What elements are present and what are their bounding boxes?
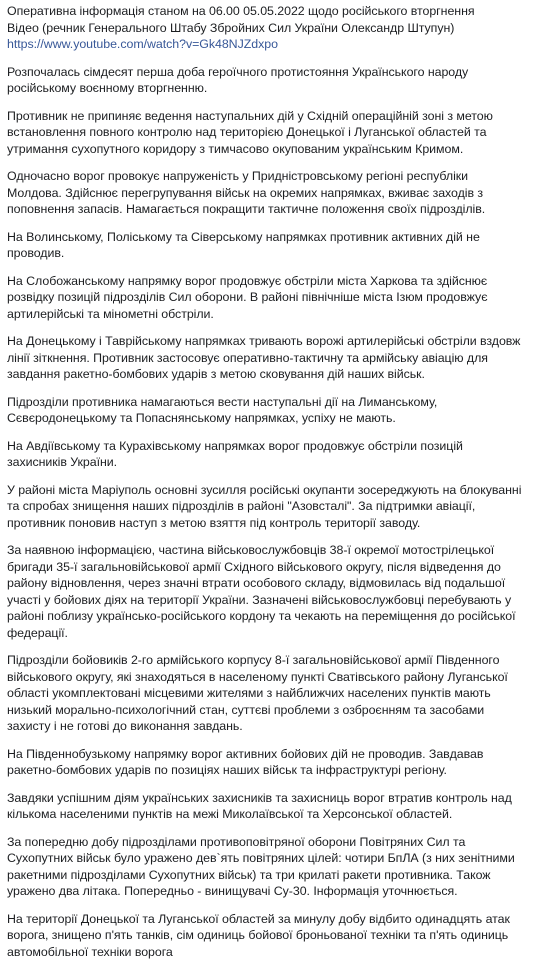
video-caption: Відео (речник Генерального Штабу Збройних Сил України Олександр Штупун) <box>7 21 454 35</box>
paragraph: На Авдіївському та Курахівському напрямках ворог продовжує обстріли позицій захисників України. <box>7 438 526 471</box>
post-header <box>7 3 526 53</box>
paragraph: На Південнобузькому напрямку ворог активних бойових дій не проводив. Завдавав ракетно-бомбових ударів по позиціях наших військ та інфраструктурі регіону. <box>7 746 526 779</box>
paragraph: Підрозділи бойовиків 2-го армійського корпусу 8-ї загальновійськової армії Південного військового округу, які знаходяться в населеному пункті Сватівського району Луганської області укомплектовані місцевими жителями з найближчих населених пунктів мають низький морально-психологічний стан, суттєві проблеми з озброєнням та засобами захисту і не готові до виконання завдань. <box>7 652 526 735</box>
paragraph: У районі міста Маріуполь основні зусилля російські окупанти зосереджують на блокуванні та спробах знищення наших підрозділів в районі "Азовсталі". За підтримки авіації, противник поновив наступ з метою взяття під контроль території заводу. <box>7 482 526 532</box>
paragraph: За наявною інформацією, частина військовослужбовців 38-ї окремої мотострілецької бригади 35-ї загальновійськової армії Східного військового округу, після відведення до району відновлення, через значні втрати особового складу, відмовилась від подальшої участі у бойових діях на території України. Зазначені військовослужбовці перебувають у районі поблизу українсько-російського кордону та чекають на переміщення до російської федерації. <box>7 542 526 641</box>
paragraph: Одночасно ворог провокує напруженість у Придністровському регіоні республіки Молдова. Здійснює перегрупування військ на окремих напрямках, вживає заходів з поповнення запасів. Намагається покращити тактичне положення своїх підрозділів. <box>7 168 526 218</box>
paragraph: На Волинському, Поліському та Сіверському напрямках противник активних дій не проводив. <box>7 229 526 262</box>
paragraph: На території Донецької та Луганської областей за минулу добу відбито одинадцять атак ворога, знищено п'ять танків, сім одиниць бойової броньованої техніки та п'ять одиниць автомобільної техніки ворога <box>7 911 526 960</box>
video-link[interactable]: https://www.youtube.com/watch?v=Gk48NJZdxpo <box>7 37 278 51</box>
paragraph: Завдяки успішним діям українських захисників та захисниць ворог втратив контроль над кількома населеними пунктів на межі Миколаївської та Херсонської областей. <box>7 790 526 823</box>
paragraph: Противник не припиняє ведення наступальних дій у Східній операційній зоні з метою встановлення повного контролю над територією Донецької і Луганської областей та утримання сухопутного коридору з тимчасово окупованим українським Кримом. <box>7 108 526 158</box>
post-title: Оперативна інформація станом на 06.00 05.05.2022 щодо російського вторгнення <box>7 4 475 18</box>
paragraph: На Слобожанському напрямку ворог продовжує обстріли міста Харкова та здійснює розвідку позицій підрозділів Сил оборони. В районі північніше міста Ізюм продовжує артилерійські та мінометні обстріли. <box>7 273 526 323</box>
paragraph: Підрозділи противника намагаються вести наступальні дії на Лиманському, Сєвєродонецькому та Попаснянському напрямках, успіху не мають. <box>7 394 526 427</box>
paragraph: Розпочалась сімдесят перша доба героїчного протистояння Українського народу російському воєнному вторгненню. <box>7 64 526 97</box>
paragraph: На Донецькому і Таврійському напрямках тривають ворожі артилерійські обстріли вздовж лінії зіткнення. Противник застосовує оперативно-тактичну та армійську авіацію для завдання ракетно-бомбових ударів з метою сковування дій наших військ. <box>7 333 526 383</box>
paragraph: За попередню добу підрозділами противоповітряної оборони Повітряних Сил та Сухопутних військ було уражено дев`ять повітряних цілей: чотири БпЛА (з них зенітними ракетними підрозділами Сухопутних військ) та три крилаті ракети противника. Також уражено два літака. Попередньо - винищувачі Су-30. Інформація уточнюється. <box>7 834 526 900</box>
